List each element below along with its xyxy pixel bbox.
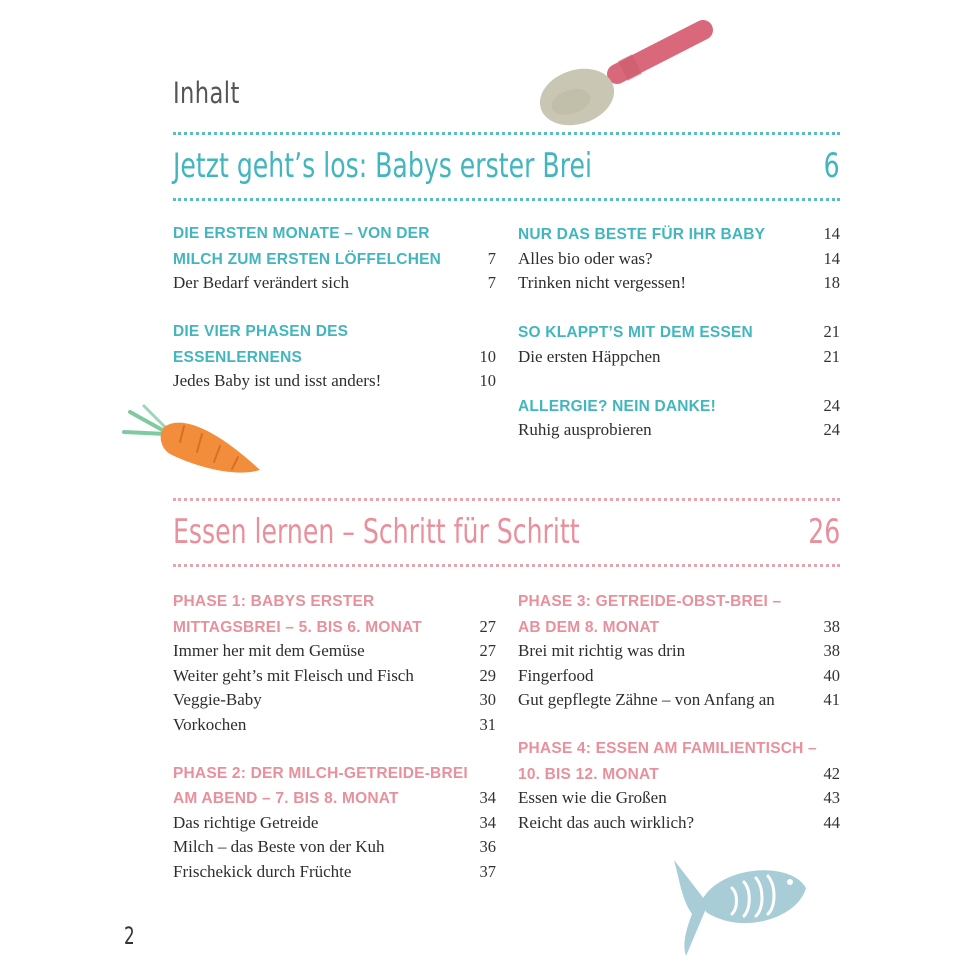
toc-entry-text: Fingerfood <box>518 665 594 685</box>
toc-heading: MITTAGSBREI – 5. BIS 6. MONAT <box>173 618 422 636</box>
toc-heading: PHASE 1: BABYS ERSTER <box>173 593 375 610</box>
toc-page-number: 30 <box>479 690 496 709</box>
toc-entry <box>173 271 496 296</box>
toc-column-left <box>173 222 496 394</box>
toc-entry-text: Vorkochen <box>173 714 247 734</box>
fish-illustration <box>672 852 812 960</box>
toc-page-number: 34 <box>479 812 496 832</box>
toc-entry-text: Die ersten Häppchen <box>518 346 661 366</box>
toc-page-number: 10 <box>479 346 496 366</box>
toc-page-number: 27 <box>479 641 496 660</box>
toc-entry <box>518 639 840 664</box>
section-page-number: 26 <box>807 512 840 552</box>
toc-heading: SO KLAPPT’S MIT DEM ESSEN <box>518 324 753 341</box>
toc-entry-text: Veggie-Baby <box>173 690 262 709</box>
page-title: Inhalt <box>173 76 240 110</box>
spoon-illustration <box>535 12 720 127</box>
toc-page-number: 34 <box>479 788 496 807</box>
toc-page-number: 21 <box>823 322 840 341</box>
section-title: Jetzt geht’s los: Babys erster Brei <box>173 146 592 186</box>
toc-page-number: 29 <box>479 665 496 685</box>
toc-heading: PHASE 4: ESSEN AM FAMILIENTISCH – <box>518 740 817 757</box>
toc-heading: DIE VIER PHASEN DES <box>173 323 349 340</box>
toc-page-number: 24 <box>823 395 840 415</box>
section-divider-bottom <box>173 564 840 567</box>
toc-entry <box>173 369 496 394</box>
toc-entry <box>518 811 840 836</box>
toc-heading: AB DEM 8. MONAT <box>518 618 660 636</box>
toc-page-number: 40 <box>823 665 840 685</box>
toc-entry-text: Essen wie die Großen <box>518 788 667 807</box>
toc-entry <box>173 835 496 860</box>
toc-page-number: 43 <box>823 788 840 807</box>
toc-heading: ALLERGIE? NEIN DANKE! <box>518 397 716 415</box>
toc-entry <box>173 688 496 713</box>
toc-page-number: 37 <box>479 861 496 881</box>
toc-entry-text: Gut gepflegte Zähne – von Anfang an <box>518 690 775 709</box>
toc-entry-text: Reicht das auch wirklich? <box>518 812 695 832</box>
toc-entry <box>173 713 496 738</box>
toc-entry-text: Trinken nicht vergessen! <box>518 273 687 292</box>
section-divider-top <box>173 132 840 135</box>
toc-heading: AM ABEND – 7. BIS 8. MONAT <box>173 790 399 807</box>
toc-page-number: 42 <box>823 763 840 783</box>
toc-column-left <box>173 590 496 884</box>
toc-page-number: 41 <box>823 690 840 709</box>
toc-entry <box>518 418 840 443</box>
toc-entry-text: Alles bio oder was? <box>518 248 653 268</box>
toc-heading: NUR DAS BESTE FÜR IHR BABY <box>518 226 766 243</box>
toc-entry <box>518 271 840 296</box>
toc-heading: 10. BIS 12. MONAT <box>518 765 659 783</box>
toc-entry <box>518 786 840 811</box>
toc-entry-text: Der Bedarf verändert sich <box>173 273 350 292</box>
toc-entry-text: Brei mit richtig was drin <box>518 641 686 660</box>
toc-heading: MILCH ZUM ERSTEN LÖFFELCHEN <box>173 250 442 268</box>
toc-entry-text: Jedes Baby ist und isst anders! <box>173 371 382 390</box>
toc-page-number: 14 <box>823 224 840 243</box>
toc-entry-text: Frischekick durch Früchte <box>173 861 352 881</box>
toc-page-number: 38 <box>823 616 840 636</box>
section-divider-bottom <box>173 198 840 201</box>
toc-entry <box>518 688 840 713</box>
toc-entry <box>173 811 496 836</box>
toc-entry <box>173 664 496 689</box>
section-title: Essen lernen – Schritt für Schritt <box>173 512 580 552</box>
footer-page-number: 2 <box>124 922 135 950</box>
toc-page-number: 44 <box>823 812 840 832</box>
toc-entry <box>173 860 496 885</box>
toc-column-right <box>518 590 840 835</box>
toc-entry <box>518 345 840 370</box>
toc-page-number: 14 <box>823 248 840 268</box>
toc-page-number: 36 <box>479 837 496 856</box>
toc-page-number: 24 <box>823 420 840 439</box>
toc-page-number: 31 <box>479 714 496 734</box>
toc-entry-text: Weiter geht’s mit Fleisch und Fisch <box>173 665 414 685</box>
toc-heading: DIE ERSTEN MONATE – VON DER <box>173 225 430 242</box>
toc-page-number: 10 <box>479 371 496 390</box>
toc-page-number: 27 <box>479 616 496 636</box>
toc-page-number: 7 <box>487 248 496 268</box>
toc-page-number: 38 <box>823 641 840 660</box>
toc-entry-text: Das richtige Getreide <box>173 812 319 832</box>
toc-heading: PHASE 2: DER MILCH-GETREIDE-BREI <box>173 764 468 782</box>
toc-entry <box>173 639 496 664</box>
toc-page-number: 18 <box>823 273 840 292</box>
toc-entry-text: Milch – das Beste von der Kuh <box>173 837 385 856</box>
toc-page-number: 7 <box>487 273 496 292</box>
toc-entry-text: Ruhig ausprobieren <box>518 420 652 439</box>
toc-page-number: 21 <box>823 346 840 366</box>
section-divider-top <box>173 498 840 501</box>
carrot-illustration <box>122 402 267 484</box>
toc-entry <box>518 664 840 689</box>
toc-heading: PHASE 3: GETREIDE-OBST-BREI – <box>518 593 782 610</box>
toc-entry <box>518 247 840 272</box>
toc-heading: ESSENLERNENS <box>173 348 303 366</box>
toc-entry-text: Immer her mit dem Gemüse <box>173 641 365 660</box>
toc-column-right <box>518 222 840 443</box>
section-page-number: 6 <box>823 146 840 186</box>
